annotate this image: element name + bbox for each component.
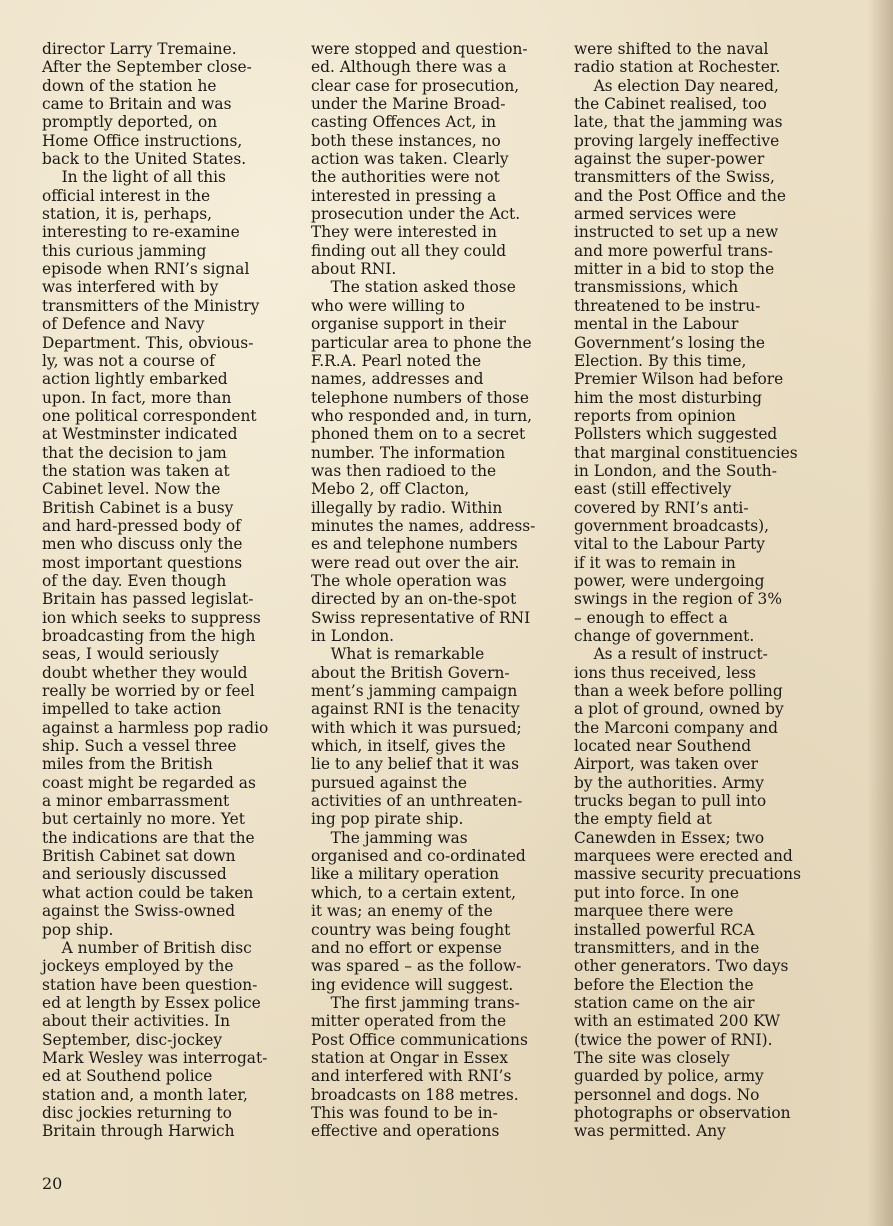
text-line: Home Office instructions,	[42, 131, 243, 150]
text-line: covered by RNI’s anti-	[574, 498, 749, 517]
text-line: the authorities were not	[311, 168, 500, 187]
text-line: and no effort or expense	[311, 938, 502, 957]
text-line: F.R.A. Pearl noted the	[311, 351, 482, 370]
text-line: transmissions, which	[574, 278, 739, 297]
text-line: clear case for prosecution,	[311, 76, 520, 95]
text-line: what action could be taken	[42, 883, 254, 902]
text-line: vital to the Labour Party	[574, 535, 765, 554]
text-line: number. The information	[311, 443, 506, 462]
text-line: that the decision to jam	[42, 443, 227, 462]
text-line: was then radioed to the	[311, 461, 497, 480]
text-line: The jamming was	[311, 828, 468, 847]
text-line: A number of British disc	[42, 938, 252, 957]
text-line: was interfered with by	[42, 278, 219, 297]
text-line: of the day. Even though	[42, 571, 227, 590]
text-line: ed. Although there was a	[311, 58, 507, 77]
text-line: organise support in their	[311, 315, 506, 334]
text-line: swings in the region of 3%	[574, 590, 782, 609]
text-line: station have been question-	[42, 975, 258, 994]
text-line: names, addresses and	[311, 370, 484, 389]
text-line: that marginal constituencies	[574, 443, 798, 462]
text-line: jockeys employed by the	[42, 957, 234, 976]
text-line: They were interested in	[311, 223, 497, 242]
text-line: Canewden in Essex; two	[574, 828, 765, 847]
text-line: and the Post Office and the	[574, 186, 787, 205]
text-line: trucks began to pull into	[574, 792, 767, 811]
text-line: doubt whether they would	[42, 663, 248, 682]
text-line: other generators. Two days	[574, 957, 789, 976]
text-line: but certainly no more. Yet	[42, 810, 245, 829]
text-line: put into force. In one	[574, 883, 740, 902]
text-line: threatened to be instru-	[574, 296, 761, 315]
text-line: interesting to re-examine	[42, 223, 240, 242]
text-line: September, disc-jockey	[42, 1030, 223, 1049]
text-line: ing pop pirate ship.	[311, 810, 464, 829]
text-column-middle	[311, 40, 535, 1141]
text-line: Swiss representative of RNI	[311, 608, 531, 627]
text-line: broadcasts on 188 metres.	[311, 1085, 519, 1104]
text-line: personnel and dogs. No	[574, 1085, 760, 1104]
text-line: transmitters of the Swiss,	[574, 168, 775, 187]
text-line: most important questions	[42, 553, 243, 572]
text-line: who responded and, in turn,	[311, 406, 533, 425]
text-line: in London.	[311, 627, 395, 645]
text-line: director Larry Tremaine.	[42, 40, 237, 58]
text-line: and interfered with RNI’s	[311, 1067, 512, 1086]
text-line: the Marconi company and	[574, 718, 778, 737]
text-line: casting Offences Act, in	[311, 113, 497, 132]
text-line: reports from opinion	[574, 406, 736, 425]
text-line: really be worried by or feel	[42, 682, 255, 701]
text-line: action was taken. Clearly	[311, 150, 509, 169]
text-line: installed powerful RCA	[574, 920, 755, 939]
text-line: the indications are that the	[42, 828, 255, 847]
text-line: the station was taken at	[42, 461, 230, 480]
text-line: British Cabinet is a busy	[42, 498, 234, 517]
text-line: British Cabinet sat down	[42, 847, 236, 866]
text-line: it was; an enemy of the	[311, 902, 493, 921]
text-line: east (still effectively	[574, 480, 732, 499]
text-line: pop ship.	[42, 920, 114, 939]
text-column-right	[574, 40, 801, 1141]
text-line: effective and operations	[311, 1122, 500, 1141]
text-line: prosecution under the Act.	[311, 205, 521, 224]
text-line: mitter in a bid to stop the	[574, 260, 775, 279]
text-line: As election Day neared,	[574, 76, 779, 95]
text-line: station at Ongar in Essex	[311, 1048, 509, 1067]
text-line: The whole operation was	[311, 571, 507, 590]
text-line: Post Office communications	[311, 1030, 528, 1049]
text-line: As a result of instruct-	[574, 645, 768, 664]
text-line: of Defence and Navy	[42, 315, 205, 334]
text-line: Britain through Harwich	[42, 1122, 235, 1141]
text-line: with which it was pursued;	[311, 718, 522, 737]
text-line: ship. Such a vessel three	[42, 737, 237, 756]
text-line: phoned them on to a secret	[311, 425, 526, 444]
text-line: telephone numbers of those	[311, 388, 530, 407]
text-line: mitter operated from the	[311, 1012, 507, 1031]
text-line: under the Marine Broad-	[311, 95, 506, 114]
text-line: particular area to phone the	[311, 333, 532, 352]
text-line: station came on the air	[574, 993, 755, 1012]
text-line: miles from the British	[42, 755, 213, 774]
text-line: down of the station he	[42, 76, 217, 95]
text-line: The first jamming trans-	[311, 993, 520, 1012]
text-line: proving largely ineffective	[574, 131, 780, 150]
text-line: massive security precuations	[574, 865, 801, 884]
text-line: government broadcasts),	[574, 516, 770, 535]
text-line: at Westminster indicated	[42, 425, 238, 444]
text-line: es and telephone numbers	[311, 535, 518, 554]
text-line: Mebo 2, off Clacton,	[311, 480, 470, 499]
text-line: ion which seeks to suppress	[42, 608, 261, 627]
text-line: before the Election the	[574, 975, 754, 994]
text-line: guarded by police, army	[574, 1067, 764, 1086]
text-line: ed at Southend police	[42, 1067, 213, 1086]
text-line: by the authorities. Army	[574, 773, 764, 792]
text-line: official interest in the	[42, 186, 211, 205]
text-line: ment’s jamming campaign	[311, 682, 518, 701]
text-line: Department. This, obvious-	[42, 333, 254, 352]
text-line: (twice the power of RNI).	[574, 1030, 773, 1049]
text-line: against a harmless pop radio	[42, 718, 269, 737]
text-line: photographs or observation	[574, 1103, 791, 1122]
text-line: station, it is, perhaps,	[42, 205, 212, 224]
text-line: which, in itself, gives the	[311, 737, 506, 756]
text-line: was spared – as the follow-	[311, 957, 522, 976]
text-line: Election. By this time,	[574, 351, 747, 370]
text-line: this curious jamming	[42, 241, 207, 260]
text-line: In the light of all this	[42, 168, 226, 187]
text-line: marquee there were	[574, 902, 734, 921]
text-line: action lightly embarked	[42, 370, 228, 389]
page-edge-shadow	[867, 0, 893, 1226]
text-line: Premier Wilson had before	[574, 370, 784, 389]
text-line: than a week before polling	[574, 682, 783, 701]
text-line: marquees were erected and	[574, 847, 793, 866]
text-line: transmitters of the Ministry	[42, 296, 260, 315]
text-line: upon. In fact, more than	[42, 388, 232, 407]
text-column-left	[42, 40, 268, 1141]
page-number: 20	[42, 1174, 63, 1193]
text-line: were read out over the air.	[311, 553, 520, 572]
text-line: mental in the Labour	[574, 315, 739, 334]
text-line: were shifted to the naval	[574, 40, 769, 58]
text-line: men who discuss only the	[42, 535, 243, 554]
text-line: organised and co-ordinated	[311, 847, 526, 866]
text-line: change of government.	[574, 627, 755, 645]
text-line: against the Swiss-owned	[42, 902, 236, 921]
text-line: the empty field at	[574, 810, 712, 829]
text-line: ing evidence will suggest.	[311, 975, 514, 994]
text-line: minutes the names, address-	[311, 516, 536, 535]
text-line: pursued against the	[311, 773, 468, 792]
text-line: seas, I would seriously	[42, 645, 219, 664]
text-line: about the British Govern-	[311, 663, 510, 682]
text-line: was permitted. Any	[574, 1122, 726, 1141]
text-line: one political correspondent	[42, 406, 257, 425]
text-line: impelled to take action	[42, 700, 222, 719]
text-line: which, to a certain extent,	[311, 883, 516, 902]
text-line: Mark Wesley was interrogat-	[42, 1048, 268, 1067]
text-line: country was being fought	[311, 920, 511, 939]
text-line: against the super-power	[574, 150, 765, 169]
text-line: illegally by radio. Within	[311, 498, 503, 517]
text-line: directed by an on-the-spot	[311, 590, 517, 609]
text-line: disc jockies returning to	[42, 1103, 232, 1122]
text-line: a plot of ground, owned by	[574, 700, 784, 719]
text-line: late, that the jamming was	[574, 113, 783, 132]
text-line: like a military operation	[311, 865, 499, 884]
text-line: The site was closely	[574, 1048, 730, 1067]
text-line: about their activities. In	[42, 1012, 231, 1031]
text-line: broadcasting from the high	[42, 627, 256, 645]
text-line: were stopped and question-	[311, 40, 528, 58]
text-line: Cabinet level. Now the	[42, 480, 221, 499]
text-line: activities of an unthreaten-	[311, 792, 523, 811]
text-line: Britain has passed legislat-	[42, 590, 254, 609]
text-line: in London, and the South-	[574, 461, 777, 480]
text-line: finding out all they could	[311, 241, 507, 260]
text-line: Airport, was taken over	[574, 755, 759, 774]
text-line: The station asked those	[311, 278, 516, 297]
text-line: This was found to be in-	[311, 1103, 498, 1122]
text-line: who were willing to	[311, 296, 465, 315]
text-line: ed at length by Essex police	[42, 993, 261, 1012]
text-line: the Cabinet realised, too	[574, 95, 767, 114]
text-line: What is remarkable	[311, 645, 485, 664]
text-line: promptly deported, on	[42, 113, 218, 132]
text-line: Government’s losing the	[574, 333, 765, 352]
text-line: with an estimated 200 KW	[574, 1012, 781, 1031]
text-line: After the September close-	[42, 58, 252, 77]
text-line: came to Britain and was	[42, 95, 232, 114]
text-line: episode when RNI’s signal	[42, 260, 250, 279]
text-line: power, were undergoing	[574, 571, 765, 590]
text-line: coast might be regarded as	[42, 773, 256, 792]
text-line: back to the United States.	[42, 150, 247, 169]
text-line: radio station at Rochester.	[574, 58, 781, 77]
text-line: armed services were	[574, 205, 737, 224]
text-line: Pollsters which suggested	[574, 425, 778, 444]
text-line: lie to any belief that it was	[311, 755, 519, 774]
text-line: about RNI.	[311, 260, 397, 279]
text-line: instructed to set up a new	[574, 223, 779, 242]
text-line: station and, a month later,	[42, 1085, 248, 1104]
text-line: located near Southend	[574, 737, 752, 756]
text-line: and hard-pressed body of	[42, 516, 241, 535]
text-line: if it was to remain in	[574, 553, 736, 572]
text-line: transmitters, and in the	[574, 938, 760, 957]
text-line: ions thus received, less	[574, 663, 757, 682]
text-line: – enough to effect a	[574, 608, 728, 627]
text-line: both these instances, no	[311, 131, 501, 150]
text-line: him the most disturbing	[574, 388, 762, 407]
text-line: ly, was not a course of	[42, 351, 215, 370]
text-line: a minor embarrassment	[42, 792, 230, 811]
text-line: and seriously discussed	[42, 865, 227, 884]
text-line: and more powerful trans-	[574, 241, 773, 260]
text-line: against RNI is the tenacity	[311, 700, 520, 719]
text-line: interested in pressing a	[311, 186, 497, 205]
